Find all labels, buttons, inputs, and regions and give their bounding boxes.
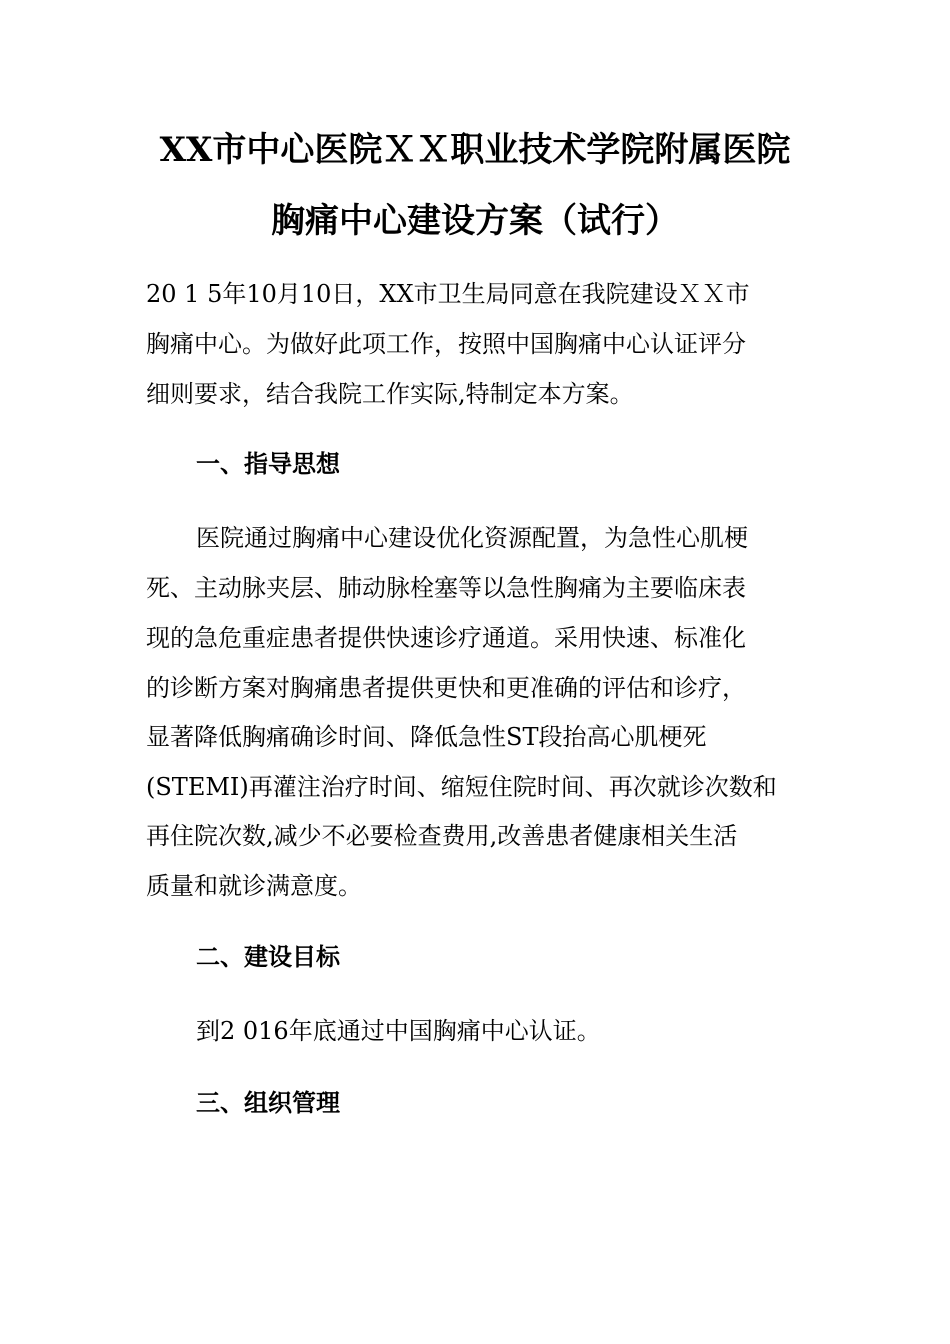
section1-line-7: 再住院次数,减少不必要检查费用,改善患者健康相关生活	[146, 822, 738, 850]
intro-line-3: 细则要求，结合我院工作实际,特制定本方案。	[146, 380, 634, 408]
document-title-line-1: XX市中心医院ＸＸ职业技术学院附属医院	[159, 130, 791, 170]
section2-line-1: 到2 016年底通过中国胸痛中心认证。	[196, 1017, 601, 1045]
document-title-line-2: 胸痛中心建设方案（试行）	[271, 201, 679, 241]
section1-line-4: 的诊断方案对胸痛患者提供更快和更准确的评估和诊疗，	[146, 674, 746, 702]
section1-line-6: (STEMI)再灌注治疗时间、缩短住院时间、再次就诊次数和	[146, 773, 777, 801]
section-heading-construction-goal: 二、建设目标	[196, 943, 340, 971]
section1-line-1: 医院通过胸痛中心建设优化资源配置，为急性心肌梗	[196, 524, 748, 552]
section1-line-5: 显著降低胸痛确诊时间、降低急性ST段抬高心肌梗死	[146, 723, 707, 751]
intro-line-2: 胸痛中心。为做好此项工作，按照中国胸痛中心认证评分	[146, 330, 746, 358]
section1-line-2: 死、主动脉夹层、肺动脉栓塞等以急性胸痛为主要临床表	[146, 574, 746, 602]
section1-line-8: 质量和就诊满意度。	[146, 872, 362, 900]
section-heading-guiding-thought: 一、指导思想	[196, 450, 340, 478]
section-heading-organization-management: 三、组织管理	[196, 1089, 340, 1117]
intro-line-1: 20 1 5年10月10日，XX市卫生局同意在我院建设ＸＸ市	[146, 280, 750, 308]
section1-line-3: 现的急危重症患者提供快速诊疗通道。采用快速、标准化	[146, 624, 746, 652]
